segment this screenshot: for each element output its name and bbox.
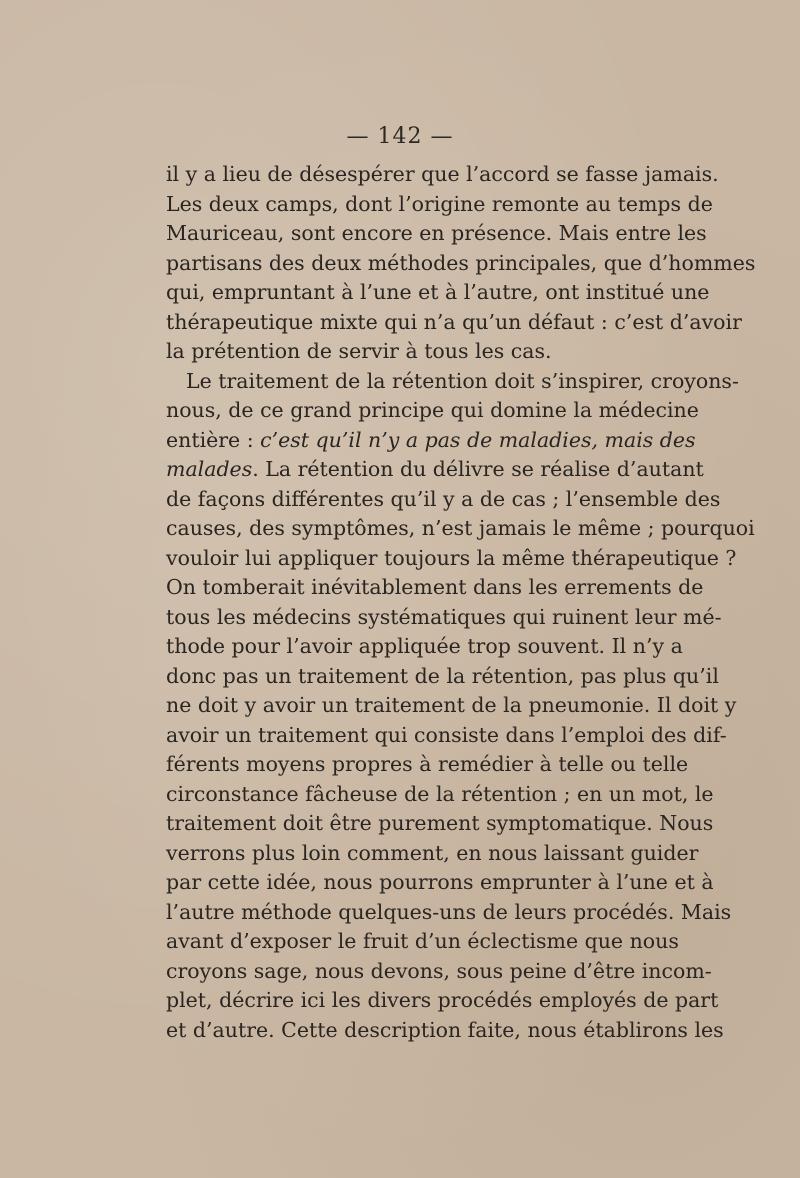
text-line: avoir un traitement qui consiste dans l’emploi des dif- [166,722,727,747]
text-fragment: . La rétention du délivre se réalise d’autant [252,457,704,481]
text-line: la prétention de servir à tous les cas. [166,339,552,363]
text-line: qui, empruntant à l’une et à l’autre, ont institué une [166,280,710,304]
text-line: de façons différentes qu’il y a de cas ; l’ensemble des [166,486,721,511]
text-fragment: entière : [166,427,261,452]
text-line: circonstance fâcheuse de la rétention ; en un mot, le [166,781,714,806]
text-line: causes, des symptômes, n’est jamais le même ; pourquoi [166,516,755,540]
text-line: verrons plus loin comment, en nous laissant guider [166,840,699,865]
body-text [166,160,756,1045]
text-line: il y a lieu de désespérer que l’accord se fasse jamais. [166,162,719,186]
text-line: férents moyens propres à remédier à telle ou telle [166,752,689,776]
text-line: Mauriceau, sont encore en présence. Mais entre les [166,221,707,245]
italic-quote: c’est qu’il n’y a pas de maladies, mais des [260,427,696,452]
text-line: donc pas un traitement de la rétention, pas plus qu’il [166,663,719,688]
text-line: Le traitement de la rétention doit s’inspirer, croyons- [186,368,739,393]
text-line: ne doit y avoir un traitement de la pneumonie. Il doit y [166,693,737,717]
text-line: tous les médecins systématiques qui ruinent leur mé- [166,604,722,629]
text-line: et d’autre. Cette description faite, nous établirons les [166,1017,724,1042]
text-line: l’autre méthode quelques-uns de leurs procédés. Mais [166,899,732,924]
text-line: Les deux camps, dont l’origine remonte au temps de [166,191,713,216]
text-line: plet, décrire ici les divers procédés employés de part [166,988,719,1012]
text-line: On tomberait inévitablement dans les errements de [166,575,704,599]
text-line: par cette idée, nous pourrons emprunter à l’une et à [166,870,714,894]
text-line: avant d’exposer le fruit d’un éclectisme que nous [166,929,679,953]
text-line: croyons sage, nous devons, sous peine d’être incom- [166,958,712,983]
text-line [166,455,704,485]
text-line: nous, de ce grand principe qui domine la médecine [166,398,699,422]
text-line: vouloir lui appliquer toujours la même thérapeutique ? [166,545,737,570]
text-line: thérapeutique mixte qui n’a qu’un défaut : c’est d’avoir [166,309,742,334]
text-line: partisans des deux méthodes principales, que d’hommes [166,250,756,275]
page-number: — 142 — [346,124,454,149]
text-line: traitement doit être purement symptomatique. Nous [166,811,714,835]
text-line: thode pour l’avoir appliquée trop souvent. Il n’y a [166,634,683,658]
italic-quote: malades [166,457,253,481]
text-line [166,426,696,456]
